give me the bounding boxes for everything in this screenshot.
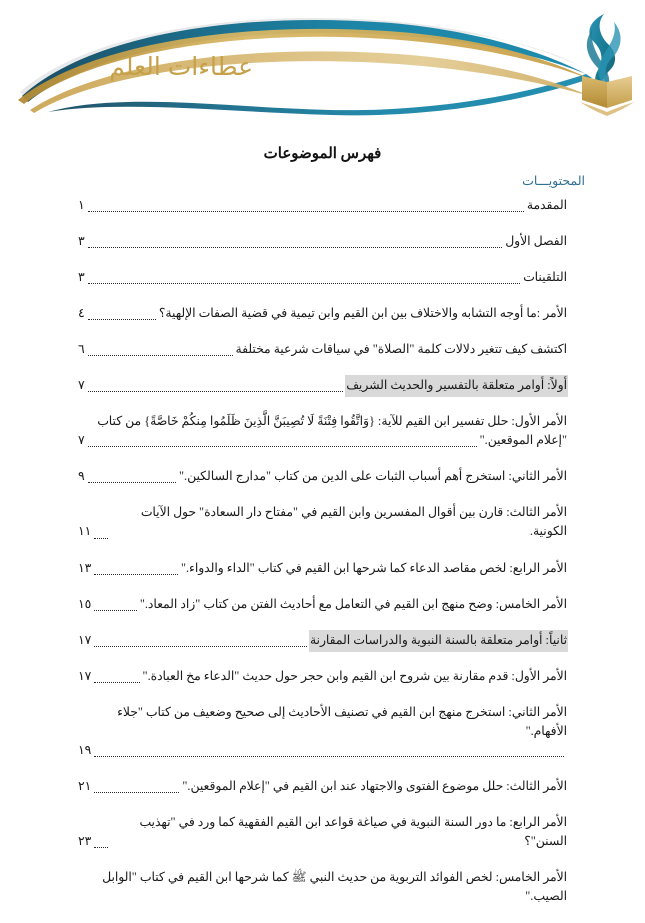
toc-entry[interactable] <box>78 559 567 579</box>
toc-page-number: ١١ <box>78 524 92 539</box>
toc-dot-leader <box>88 391 344 392</box>
toc-entry[interactable] <box>78 503 567 542</box>
toc-page-number: ٢٣ <box>78 833 92 848</box>
toc-entry-label: الأمر الأول: حلل تفسير ابن القيم للآية: {وَاتَّقُوا فِتْنَةً لَا تُصِيبَنَّ الَّذِينَ ظَلَمُوا مِنكُمْ خَاصَّةً} من كتاب <box>97 414 567 429</box>
toc-dot-leader <box>94 646 307 647</box>
toc-page-number: ١ <box>78 198 85 212</box>
toc-dot-leader <box>88 482 176 483</box>
toc-page-number: ١٣ <box>78 560 92 575</box>
toc-entry[interactable] <box>78 412 567 451</box>
toc-section-heading: ثانياً: أوامر متعلقة بالسنة النبوية والدراسات المقارنة <box>310 631 567 651</box>
toc-entry-label: الأمر الثالث: حلل موضوع الفتوى والاجتهاد عند ابن القيم في "إعلام الموقعين." <box>182 778 567 793</box>
toc-dot-leader <box>88 446 477 447</box>
toc-entry[interactable] <box>78 631 567 651</box>
toc-entry[interactable] <box>78 813 567 852</box>
toc-entry[interactable] <box>78 304 567 324</box>
toc-entry[interactable] <box>78 376 567 396</box>
toc-dot-leader <box>88 319 156 320</box>
toc-entry[interactable] <box>78 467 567 487</box>
toc-entry[interactable] <box>78 667 567 687</box>
toc-page-number: ٧ <box>78 433 85 448</box>
toc-entry-label: الفصل الأول <box>505 234 567 249</box>
toc-entry-label: الأمر الثالث: قارن بين أقوال المفسرين وابن القيم في "مفتاح دار السعادة" حول الآيات الكونية. <box>140 505 567 539</box>
toc-page-number: ١٥ <box>78 596 92 611</box>
toc-entry[interactable] <box>78 703 567 761</box>
toc-page-number: ١٧ <box>78 668 92 683</box>
page-title: فهرس الموضوعات <box>263 146 382 162</box>
toc-dot-leader <box>94 574 178 575</box>
toc-entry-label: الأمر الرابع: ما دور السنة النبوية في صياغة قواعد ابن القيم الفقهية كما ورد في "تهذيب السنن"؟ <box>139 814 567 848</box>
toc-page-number: ٧ <box>78 378 85 393</box>
emblem-book-right <box>607 76 632 108</box>
toc-entry[interactable] <box>78 868 567 907</box>
toc-dot-leader <box>88 211 524 212</box>
contents-label: المحتويـــات <box>522 174 585 188</box>
table-of-contents <box>78 196 567 923</box>
swoosh-gold-upper <box>18 29 592 104</box>
toc-page-number: ١٧ <box>78 632 92 647</box>
toc-entry-label: الأمر الخامس: وضح منهج ابن القيم في التعامل مع أحاديث الفتن من كتاب "زاد المعاد." <box>139 596 567 611</box>
toc-entry-label: المقدمة <box>526 198 567 212</box>
toc-dot-leader <box>94 756 564 757</box>
toc-dot-leader <box>94 682 139 683</box>
toc-entry-label: التلقينات <box>523 270 567 285</box>
toc-entry-label-2: "إعلام الموقعين." <box>479 433 567 448</box>
toc-entry[interactable] <box>78 196 567 216</box>
toc-entry-label: الأمر الثاني: استخرج منهج ابن القيم في تصنيف الأحاديث إلى صحيح وضعيف من كتاب "جلاء الأفهام." <box>117 704 567 738</box>
toc-dot-leader <box>88 355 233 356</box>
toc-page-number: ٣ <box>78 234 85 249</box>
toc-entry[interactable] <box>78 777 567 797</box>
toc-entry-continuation <box>78 741 567 761</box>
toc-entry[interactable] <box>78 595 567 615</box>
toc-entry-label: الأمر الأول: قدم مقارنة بين شروح ابن القيم وابن حجر حول حديث "الدعاء مخ العبادة." <box>142 668 567 683</box>
toc-dot-leader <box>94 847 108 848</box>
toc-entry-continuation <box>78 431 567 451</box>
toc-page-number: ١٩ <box>78 742 92 757</box>
header-swoosh-graphic <box>0 0 645 128</box>
header-logo-band <box>0 0 645 128</box>
toc-entry-label: الأمر :ما أوجه التشابه والاختلاف بين ابن القيم وابن تيمية في قضية الصفات الإلهية؟ <box>158 306 567 321</box>
toc-dot-leader <box>94 610 137 611</box>
toc-page-number: ٤ <box>78 306 85 321</box>
toc-dot-leader <box>94 538 108 539</box>
toc-entry-label: الأمر الثاني: استخرج أهم أسباب الثبات على الدين من كتاب "مدارج السالكين." <box>179 469 567 484</box>
toc-page-number: ٢١ <box>78 778 92 793</box>
toc-section-heading: أولاً: أوامر متعلقة بالتفسير والحديث الشريف <box>346 376 567 396</box>
toc-dot-leader <box>94 792 179 793</box>
toc-dot-leader <box>88 247 503 248</box>
toc-page-number: ٣ <box>78 270 85 285</box>
toc-page-number: ٦ <box>78 342 85 357</box>
toc-entry[interactable] <box>78 340 567 360</box>
toc-entry[interactable] <box>78 268 567 288</box>
logo-wordmark: عطاءات العلم <box>109 53 253 81</box>
toc-entry-label: الأمر الخامس: لخص الفوائد التربوية من حديث النبي ﷺ كما شرحها ابن القيم في كتاب "الوابل الصيب." <box>102 869 567 904</box>
toc-dot-leader <box>88 283 520 284</box>
toc-entry-label: اكتشف كيف تتغير دلالات كلمة "الصلاة" في سياقات شرعية مختلفة <box>235 342 567 357</box>
toc-entry-label: الأمر الرابع: لخص مقاصد الدعاء كما شرحها ابن القيم في كتاب "الداء والدواء." <box>180 560 567 575</box>
toc-page-number: ٩ <box>78 469 85 484</box>
toc-entry[interactable] <box>78 232 567 252</box>
